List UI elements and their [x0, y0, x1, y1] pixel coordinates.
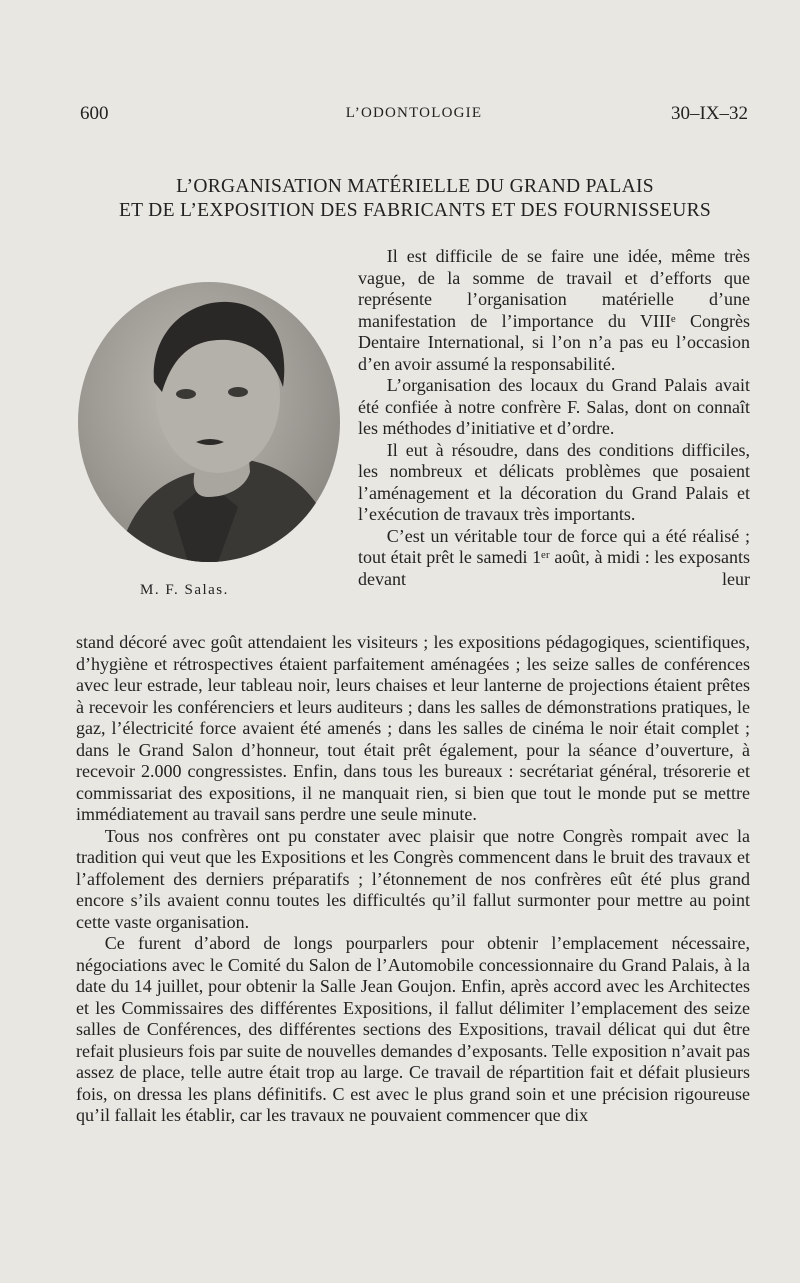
article-title [70, 175, 760, 223]
journal-title: L’ODONTOLOGIE [345, 105, 483, 121]
body-paragraph-1: stand décoré avec goût attendaient les visiteurs ; les expositions pédagogiques, scientifiques, d’hygiène et rétrospectives étaient parfaitement aménagées ; les seize salles de conférences avec leur estrade, leur tableau noir, leurs chaises et leur lanterne de projections étaient prêtes à recevoir les conférenciers et leurs auditeurs ; dans les salles de démonstrations pratiques, le gaz, l’électricité force avaient été amenés ; dans les salles de cinéma le noir était complet ; dans le Grand Salon d’honneur, tout était prêt également, pour la séance d’ouverture, à recevoir 2.000 congressistes. Enfin, dans tous les bureaux : secrétariat général, trésorerie et commissariat des expositions, il ne manquait rien, si bien que tout le monde put se mettre immédiatement au travail sans perdre une seule minute. [76, 632, 750, 824]
title-line-2: ET DE L’EXPOSITION DES FABRICANTS ET DES FOURNISSEURS [118, 200, 712, 221]
page-number: 600 [80, 103, 109, 124]
body-paragraph-3: Ce furent d’abord de longs pourparlers pour obtenir l’emplacement nécessaire, négociations avec le Comité du Salon de l’Automobile concessionnaire du Grand Palais, à la date du 14 juillet, pour obtenir la Salle Jean Goujon. Enfin, après accord avec les Architectes et les Commissaires des différentes Expositions, il fallut délimiter l’emplacement des seize salles de Conférences, des différentes sections des Expositions, travail délicat qui dut être refait plusieurs fois par suite de nouvelles demandes d’exposants. Telle exposition n’avait pas assez de place, telle autre était trop au large. Ce travail de répartition fait et défait plusieurs fois, on dressa les plans définitifs. C est avec le plus grand soin et une précision rigoureuse qu’il fallait les établir, car les travaux ne pouvaient commencer que dix [76, 933, 750, 1125]
portrait-photo [78, 282, 340, 562]
running-header [80, 103, 748, 133]
column-paragraph-3: Il eut à résoudre, dans des conditions difficiles, les nombreux et délicats problèmes que posaient l’aménagement et la décoration du Grand Palais et l’exécution de travaux très importants. [358, 439, 750, 524]
title-line-1: L’ORGANISATION MATÉRIELLE DU GRAND PALAIS [176, 176, 654, 197]
article-body [76, 632, 750, 1127]
column-paragraph-2: L’organisation des locaux du Grand Palais avait été confiée à notre confrère F. Salas, dont on connaît les méthodes d’initiative et d’ordre. [358, 375, 750, 438]
issue-date: 30–IX–32 [670, 103, 748, 124]
column-paragraph-1: Il est difficile de se faire une idée, même très vague, de la somme de travail et d’efforts que représente l’organisation matérielle d’une manifestation de l’importance du VIIIᵉ Congrès Dentaire International, si l’on n’a pas eu l’occasion d’en avoir assumé la responsabilité. [358, 246, 750, 374]
body-paragraph-2: Tous nos confrères ont pu constater avec plaisir que notre Congrès rompait avec la tradition qui veut que les Expositions et les Congrès commencent dans le bruit des travaux et l’affolement des derniers préparatifs ; l’étonnement de nos confrères eût été plus grand encore s’ils avaient connu toutes les difficultés qu’il fallut surmonter pour mettre au point cette vaste organisation. [76, 825, 750, 932]
portrait-figure-icon [78, 282, 340, 562]
portrait-image [78, 282, 340, 562]
portrait-caption: M. F. Salas. [140, 582, 229, 598]
text-column [358, 246, 750, 590]
column-paragraph-4: C’est un véritable tour de force qui a été réalisé ; tout était prêt le samedi 1ᵉʳ août, à midi : les exposants devant leur [358, 525, 750, 589]
